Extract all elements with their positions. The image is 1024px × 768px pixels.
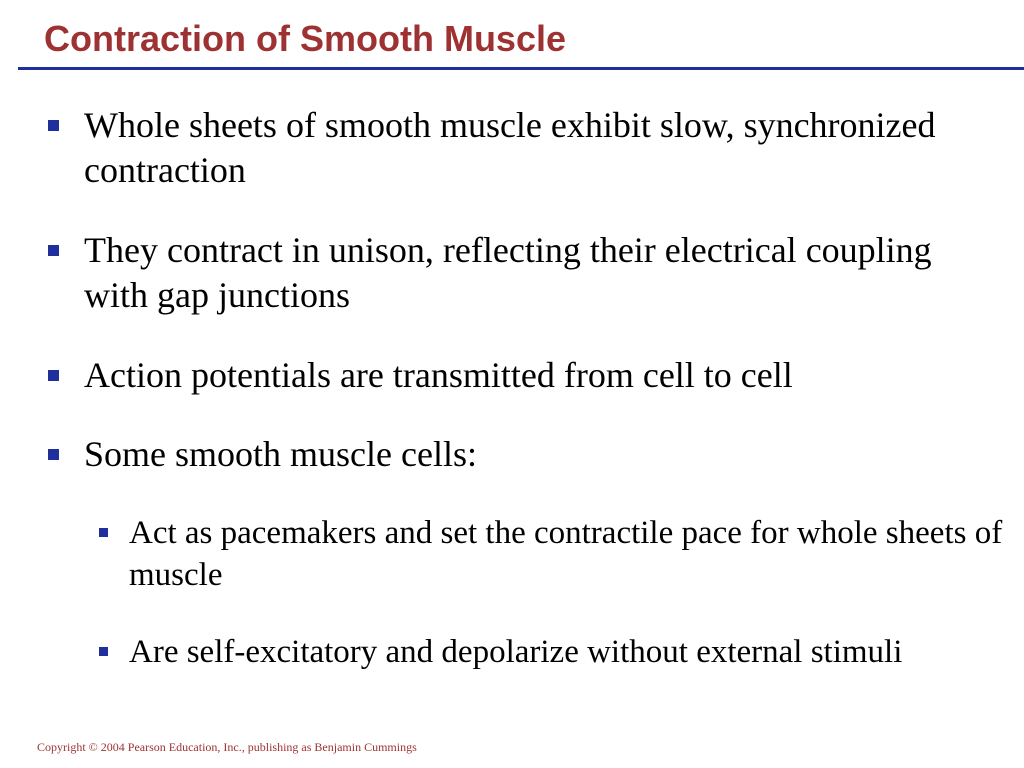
square-bullet-icon [99, 528, 108, 537]
bullet-item [84, 103, 984, 193]
sub-bullet-text: Act as pacemakers and set the contractile pace for whole sheets of muscle [129, 515, 1003, 593]
square-bullet-icon [48, 370, 59, 381]
square-bullet-icon [48, 449, 59, 460]
slide-title: Contraction of Smooth Muscle [44, 18, 566, 59]
title-divider [18, 67, 1024, 70]
bullet-text: They contract in unison, reflecting their electrical coupling with gap junctions [84, 230, 932, 315]
square-bullet-icon [99, 647, 108, 656]
square-bullet-icon [48, 245, 59, 256]
bullet-text: Action potentials are transmitted from cell to cell [84, 355, 793, 395]
sub-bullet-item [129, 631, 1009, 673]
bullet-item [84, 228, 984, 318]
bullet-text: Some smooth muscle cells: [84, 434, 477, 474]
copyright-notice: Copyright © 2004 Pearson Education, Inc., publishing as Benjamin Cummings [37, 740, 417, 754]
bullet-text: Whole sheets of smooth muscle exhibit slow, synchronized contraction [84, 105, 936, 190]
square-bullet-icon [48, 120, 59, 131]
sub-bullet-item [129, 512, 1009, 596]
bullet-item [84, 353, 984, 398]
bullet-item [84, 432, 984, 477]
sub-bullet-text: Are self-excitatory and depolarize without external stimuli [129, 634, 903, 670]
